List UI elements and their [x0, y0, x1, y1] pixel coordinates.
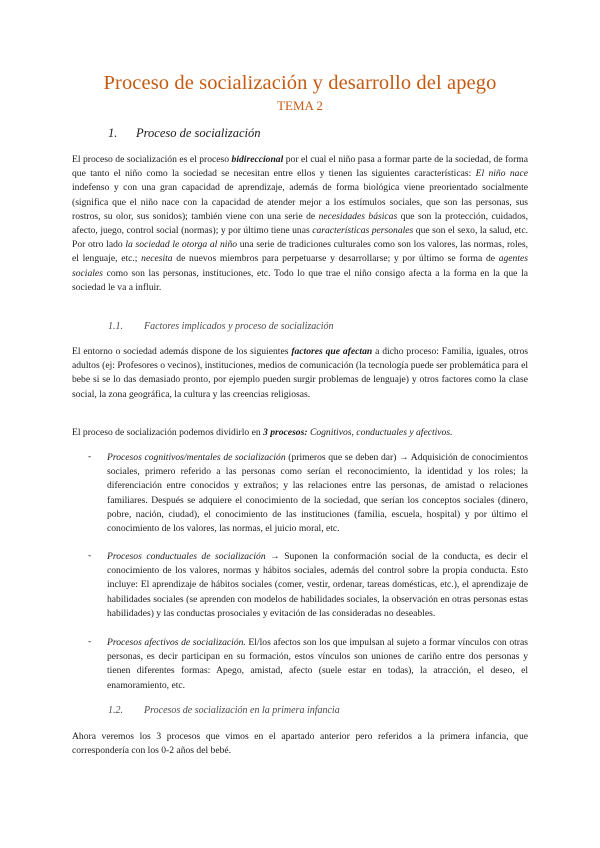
emphasis-text: 3 procesos: — [263, 427, 308, 438]
list-item-cognitive — [107, 451, 528, 536]
emphasis-text: necesita — [141, 253, 173, 265]
emphasis-text: agentes sociales — [72, 253, 529, 279]
emphasis-text: Procesos afectivos de socialización. — [107, 637, 246, 648]
section-number: 1. — [108, 126, 118, 140]
subsection-title: Procesos de socialización en la primera infancia — [144, 705, 340, 716]
text-run: a dicho proceso: Familia, iguales, otros adultos (ej: Profesores o vecinos), instituciones, medios de comunicación (la tecnología puede ser problemática para el bebe si se lo das demasiado pronto, por ejemplo pueden surgir problemas de lenguaje) y otros factores como la clase social, la zona geográfica, la cultura y las creencias religiosas. — [72, 346, 528, 400]
text-run: El proceso de socialización podemos dividirlo en — [72, 427, 264, 438]
list-item-affective — [107, 636, 528, 693]
emphasis-text: bidireccional — [231, 154, 284, 165]
processes-intro-paragraph — [72, 426, 528, 440]
list-bullet: - — [88, 636, 92, 647]
document-title: Proceso de socialización y desarrollo del apego — [103, 72, 497, 94]
emphasis-text: necesidades básicas — [318, 210, 398, 222]
text-run: El entorno o sociedad además dispone de los siguientes — [72, 346, 292, 357]
text-run: que son el sexo, la salud, etc. Por otro lado — [72, 225, 528, 251]
text-run: por el cual el niño pasa a formar parte de la sociedad, de forma que tanto el niño como la sociedad se necesitan entre ellos y tienen las siguientes características: — [72, 154, 528, 180]
list-item-behavioral — [107, 550, 528, 621]
list-bullet: - — [88, 451, 92, 462]
text-run: El/los afectos son los que impulsan al sujeto a formar vínculos con otras personas, es decir participan en su formación, estos vínculos son uniones de cariño entre dos personas y tienen diferentes formas: Apego, amistad, afecto (suele estar en todas), la atracción, el deseo, el enamoramiento, etc. — [107, 637, 528, 691]
section-title: Proceso de socialización — [136, 126, 261, 140]
subsection-number: 1.1. — [108, 321, 123, 332]
text-run: de nuevos miembros para perpetuarse y desarrollarse; y por último se forma de — [172, 253, 499, 265]
intro-paragraph — [72, 153, 528, 295]
document-subtitle: TEMA 2 — [277, 98, 323, 113]
text-run: indefenso y con una gran capacidad de aprendizaje, además de forma biológica viene preorientado socialmente (significa que el niño nace con la capacidad de atender mejor a los estímulos sociales, que son las personas, sus rostros, su olor, sus sonidos); también viene con una serie de — [72, 182, 528, 222]
text-run: que son la protección, cuidados, afecto, juego, control social (normas); y por último tiene unas — [72, 210, 529, 237]
emphasis-text: la sociedad le otorga al niño — [125, 239, 238, 251]
emphasis-text: Cognitivos, conductuales y afectivos. — [309, 427, 453, 438]
text-run: una serie de tradiciones culturales como son los valores, las normas, roles, el lenguaje, etc.; — [72, 239, 529, 265]
text-run: (primeros que se deben dar) → Adquisición de conocimientos sociales, primero referido a las personas como serían el reconocimiento, la identidad y los roles; la diferenciación entre conocidos y extraños; y las relaciones entre las personas, de amistad o relaciones familiares. Después se adquiere el conocimiento de la sociedad, que serían los conceptos sociales (dinero, pobre, nación, ciudad), el conocimiento de las instituciones (familia, escuela, hospital) y por último el conocimiento de los valores, las normas, el juicio moral, etc. — [107, 452, 528, 535]
text-run: como son las personas, instituciones, etc. Todo lo que trae el niño consigo afecta a la forma en la que la sociedad le va a influir. — [72, 267, 528, 293]
list-bullet: - — [88, 550, 92, 561]
infancy-paragraph — [72, 730, 528, 758]
factors-paragraph — [72, 345, 528, 402]
subsection-title: Factores implicados y proceso de socialización — [144, 321, 334, 332]
emphasis-text: Procesos cognitivos/mentales de socialización — [107, 452, 286, 463]
text-run: → Suponen la conformación social de la conducta, es decir el conocimiento de los valores, normas y hábitos sociales, además del control sobre la propia conducta. Esto incluye: El aprendizaje de hábitos sociales (comer, vestir, ordenar, tareas domésticas, etc.), el aprendizaje de habilidades sociales (se aprenden con modelos de habilidades sociales, la observación en otras personas estas habilidades) y las conductas prosociales y evitación de las consideradas no deseables. — [107, 551, 528, 619]
text-run: Ahora veremos los 3 procesos que vimos en el apartado anterior pero referidos a la primera infancia, que correspondería con los 0-2 años del bebé. — [72, 731, 528, 757]
emphasis-text: factores que afectan — [291, 346, 373, 357]
subsection-number: 1.2. — [108, 705, 123, 716]
emphasis-text: características personales — [312, 225, 414, 237]
emphasis-text: El niño nace — [475, 168, 528, 180]
emphasis-text: Procesos conductuales de socialización — [107, 551, 266, 562]
text-run: El proceso de socialización es el proceso — [72, 154, 232, 165]
